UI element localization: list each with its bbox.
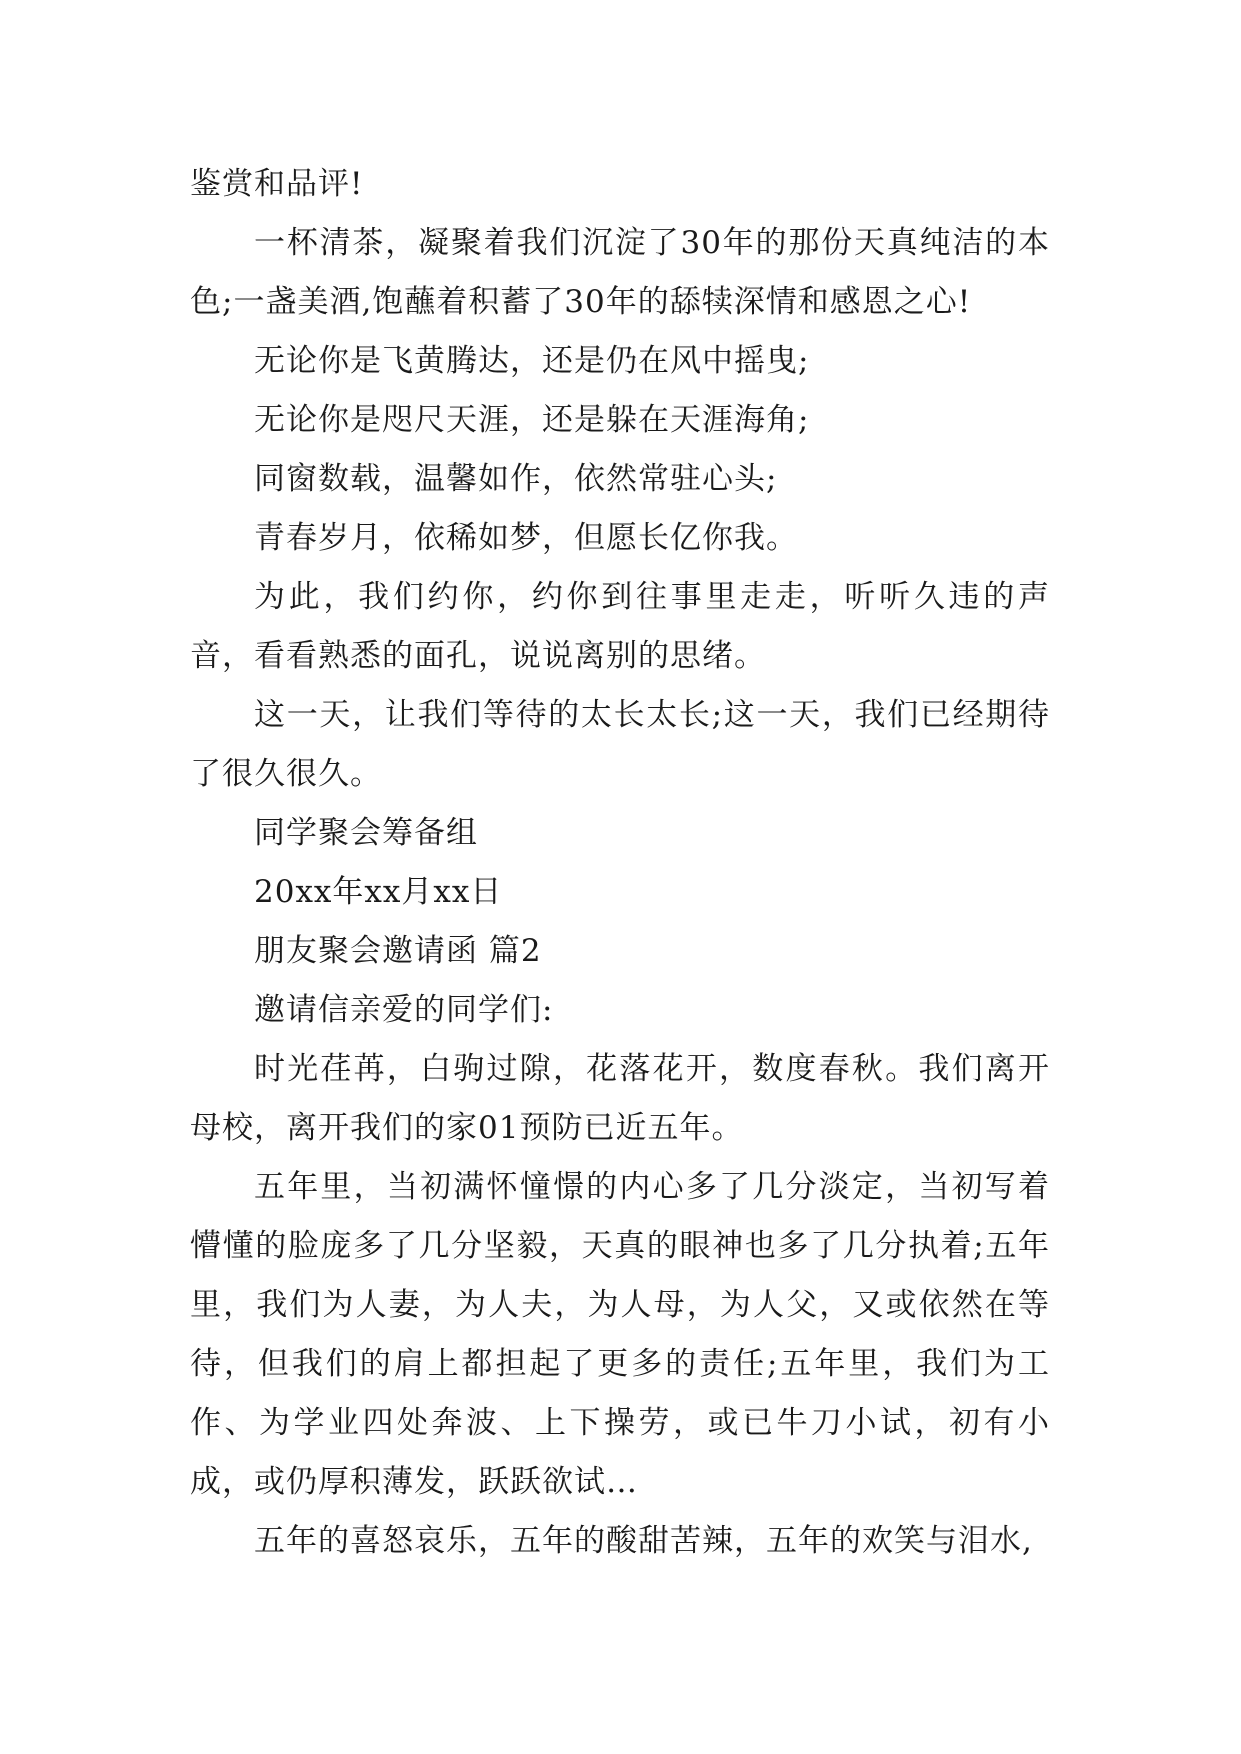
- paragraph-closing-line: 鉴赏和品评!: [190, 166, 364, 202]
- signature-date: 20xx年xx月xx日: [254, 874, 503, 910]
- paragraph-five-years: 五年里，当初满怀憧憬的内心多了几分淡定，当初写着懵懂的脸庞多了几分坚毅，天真的眼神也多了几分执着;五年里，我们为人妻，为人夫，为人母，为人父，又或依然在等待，但我们的肩上都担起了更多的责任;五年里，我们为工作、为学业四处奔波、上下操劳，或已牛刀小试，初有小成，或仍厚积薄发，跃跃欲试…: [190, 1169, 1050, 1500]
- salutation: 邀请信亲爱的同学们:: [254, 992, 554, 1028]
- paragraph-time-passes: 时光荏苒，白驹过隙，花落花开，数度春秋。我们离开母校，离开我们的家01预防已近五年。: [190, 1051, 1050, 1146]
- signature-organizer: 同学聚会筹备组: [254, 815, 478, 851]
- paragraph-invitation: 为此，我们约你，约你到往事里走走，听听久违的声音，看看熟悉的面孔，说说离别的思绪。: [190, 579, 1050, 674]
- paragraph-verse-4: 青春岁月，依稀如梦，但愿长亿你我。: [254, 520, 798, 556]
- paragraph-emotions: 五年的喜怒哀乐，五年的酸甜苦辣，五年的欢笑与泪水,: [254, 1523, 1033, 1559]
- paragraph-verse-3: 同窗数载，温馨如作，依然常驻心头;: [254, 461, 778, 497]
- paragraph-tea-wine: 一杯清茶，凝聚着我们沉淀了30年的那份天真纯洁的本色;一盏美酒,饱蘸着积蓄了30年的舔犊深情和感恩之心!: [190, 225, 1050, 320]
- section-title: 朋友聚会邀请函 篇2: [254, 933, 542, 969]
- paragraph-verse-2: 无论你是咫尺天涯，还是躲在天涯海角;: [254, 402, 810, 438]
- paragraph-waiting: 这一天，让我们等待的太长太长;这一天，我们已经期待了很久很久。: [190, 697, 1050, 792]
- paragraph-verse-1: 无论你是飞黄腾达，还是仍在风中摇曳;: [254, 343, 810, 379]
- document-body: [190, 155, 1050, 1571]
